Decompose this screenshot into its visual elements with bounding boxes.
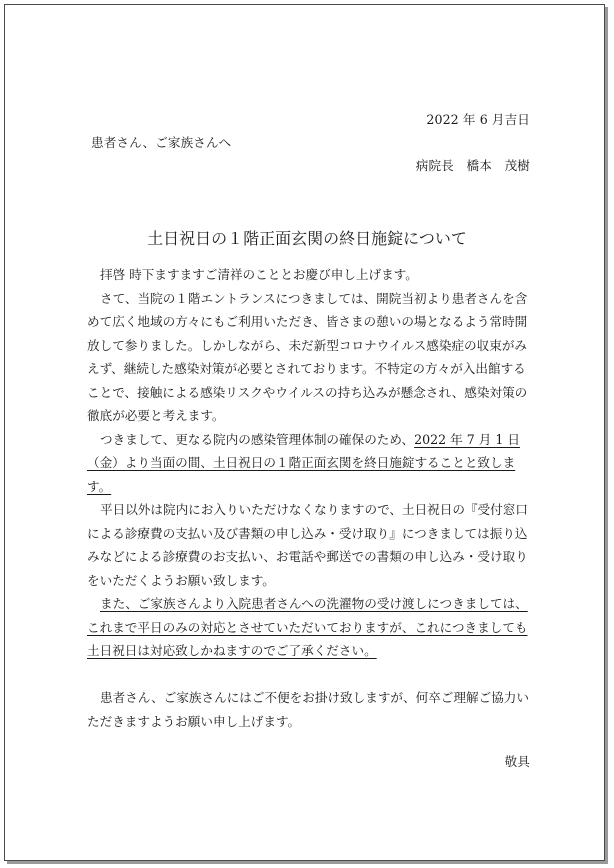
- document-date: 2022 年 6 月吉日: [426, 112, 530, 127]
- paragraph-3-line: による診療費の支払い及び書類の申し込み・受け取り』につきましては振り込: [87, 525, 528, 541]
- greeting-line: 拝啓 時下ますますご清祥のこととお慶び申し上げます。: [100, 267, 418, 282]
- paragraph-4-line: [87, 592, 527, 616]
- paragraph-4-line: [87, 639, 527, 663]
- sign-off: 敬具: [504, 754, 530, 769]
- addressee: 患者さん、ご家族さんへ: [91, 135, 232, 150]
- laundry-notice: 土日祝日は対応致しかねますのでご了承ください。: [87, 643, 377, 658]
- paragraph-3-line: みなどによる診療費のお支払い、お電話や郵送での書類の申し込み・受け取り: [87, 549, 528, 564]
- paragraph-1-line: めて広く地域の方々にもご利用いただき、皆さまの憩いの場となるよう常時開: [87, 314, 528, 329]
- laundry-notice: これまで平日のみの対応とさせていただいておりますが、これにつきましても: [87, 619, 528, 635]
- blank-line: [87, 663, 527, 687]
- closure-notice: （金）より当面の間、土日祝日の１階正面玄関を終日施錠することと致しま: [87, 455, 516, 470]
- laundry-notice: また、ご家族さんより入院患者さんへの洗濯物の受け渡しにつきましては、: [100, 596, 528, 611]
- sender-signature: 病院長 橋本 茂樹: [415, 158, 530, 173]
- paragraph-1-line: 徹底が必要と考えます。: [87, 408, 225, 423]
- paragraph-2-line: [87, 451, 527, 475]
- paragraph-1-line: えず、継続した感染対策が必要とされております。不特定の方々が入出館する: [87, 361, 526, 376]
- paragraph-3-line: をいただくようお願い致します。: [87, 572, 275, 588]
- page-title: 土日祝日の１階正面玄関の終日施錠について: [147, 229, 467, 248]
- closing-line: ただきますようお願い申し上げます。: [87, 713, 301, 729]
- paragraph-2-line: [87, 475, 527, 499]
- closing-line: 患者さん、ご家族さんにはご不便をお掛け致しますが、何卒ご理解ご協力い: [100, 690, 529, 705]
- paragraph-2-lead: つきまして、更なる院内の感染管理体制の確保のため、: [100, 431, 415, 447]
- letter-body: [87, 263, 527, 733]
- paragraph-1-line: 放して参りました。しかしながら、未だ新型コロナウイルス感染症の収束がみ: [87, 337, 528, 353]
- closure-notice-end: す。: [87, 478, 112, 494]
- closure-start-date: 2022 年 7 月 1 日: [414, 431, 520, 447]
- paragraph-2-line: [87, 428, 527, 452]
- paragraph-3-line: 平日以外は院内にお入りいただけなくなりますので、土日祝日の『受付窓口: [100, 502, 528, 517]
- paragraph-1-line: ことで、接触による感染リスクやウイルスの持ち込みが懸念され、感染対策の: [87, 384, 528, 400]
- paragraph-4-line: [87, 616, 527, 640]
- paragraph-1-line: さて、当院の１階エントランスにつきましては、開院当初より患者さんを含: [100, 290, 528, 306]
